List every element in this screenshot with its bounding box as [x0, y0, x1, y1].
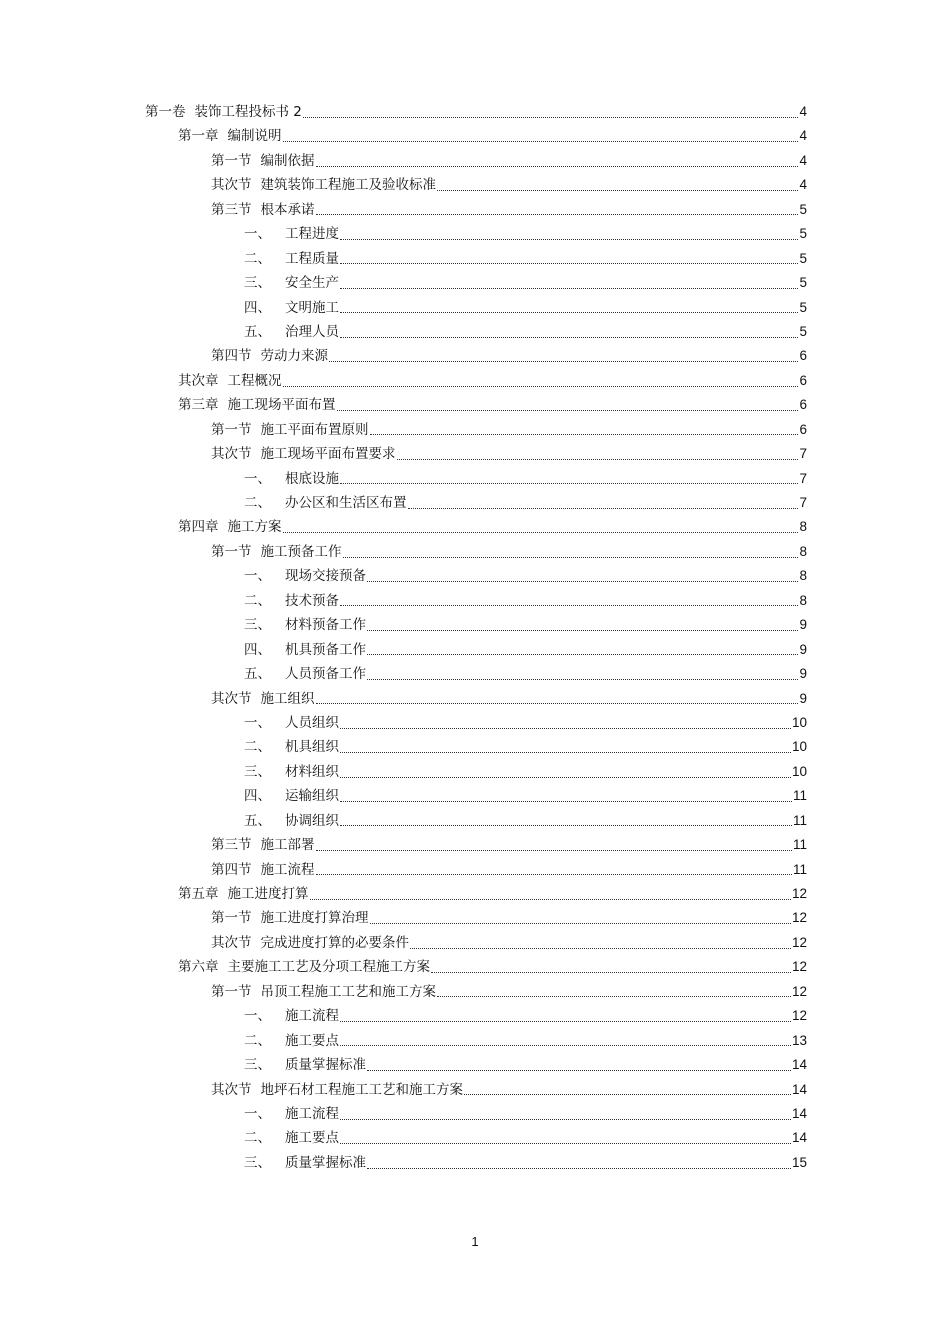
toc-dot-leader — [337, 410, 799, 411]
toc-entry-page: 8 — [799, 543, 807, 559]
toc-entry-page: 6 — [799, 421, 807, 437]
toc-entry-number: 第一章 — [178, 128, 219, 145]
toc-entry-number: 三、 — [244, 617, 271, 634]
toc-dot-leader — [310, 899, 791, 900]
toc-dot-leader — [367, 630, 798, 631]
toc-entry-title: 质量掌握标准 — [285, 1057, 366, 1074]
toc-entry-page: 9 — [799, 690, 807, 706]
toc-dot-leader — [340, 288, 798, 289]
toc-entry[interactable] — [145, 149, 807, 173]
toc-entry-number: 第四节 — [211, 861, 252, 878]
toc-entry[interactable] — [145, 980, 807, 1004]
toc-entry-page: 9 — [799, 617, 807, 633]
toc-entry-number: 三、 — [244, 1154, 271, 1171]
toc-entry-page: 5 — [799, 323, 807, 339]
toc-entry-number: 第一节 — [211, 421, 252, 438]
toc-entry-number: 五、 — [244, 812, 271, 829]
toc-entry-number: 第一节 — [211, 152, 252, 169]
toc-entry-title: 施工平面布置原则 — [260, 421, 369, 438]
toc-entry-page: 4 — [799, 177, 807, 193]
toc-entry-title: 完成进度打算的必要条件 — [260, 934, 409, 951]
toc-entry[interactable] — [145, 222, 807, 246]
toc-entry-number: 一、 — [244, 1008, 271, 1025]
toc-entry-number: 第四章 — [178, 519, 219, 536]
toc-entry-title: 材料组织 — [285, 763, 339, 780]
toc-entry-page: 11 — [792, 812, 807, 828]
toc-entry-number: 第一节 — [211, 910, 252, 927]
toc-entry-number: 一、 — [244, 1105, 271, 1122]
toc-entry[interactable] — [145, 613, 807, 637]
toc-entry[interactable] — [145, 931, 807, 955]
toc-entry-page: 7 — [799, 470, 807, 486]
toc-dot-leader — [464, 1094, 791, 1095]
toc-entry-number: 第四节 — [211, 348, 252, 365]
toc-entry-title: 施工流程 — [285, 1105, 339, 1122]
toc-entry-title: 协调组织 — [285, 812, 339, 829]
toc-entry-page: 14 — [791, 1081, 807, 1097]
toc-entry-title: 施工进度打算治理 — [260, 910, 369, 927]
toc-entry-number: 二、 — [244, 1032, 271, 1049]
toc-entry-title: 材料预备工作 — [285, 617, 366, 634]
toc-entry-number: 第三节 — [211, 837, 252, 854]
toc-dot-leader — [340, 752, 791, 753]
toc-entry[interactable] — [145, 1053, 807, 1077]
toc-entry-page: 4 — [799, 128, 807, 144]
toc-entry-title: 治理人员 — [285, 323, 339, 340]
toc-entry-title: 工程质量 — [285, 250, 339, 267]
toc-entry-page: 6 — [799, 372, 807, 388]
toc-entry-page: 8 — [799, 519, 807, 535]
toc-entry-page: 6 — [799, 397, 807, 413]
toc-entry-page: 7 — [799, 446, 807, 462]
toc-entry-page: 7 — [799, 495, 807, 510]
toc-entry-page: 5 — [799, 299, 807, 315]
toc-entry-title: 建筑装饰工程施工及验收标准 — [260, 177, 436, 194]
toc-entry-title: 机具组织 — [285, 739, 339, 756]
toc-entry[interactable] — [145, 833, 807, 857]
toc-dot-leader — [340, 337, 798, 338]
toc-entry[interactable] — [145, 906, 807, 930]
toc-entry-number: 第六章 — [178, 959, 219, 976]
toc-entry-page: 5 — [799, 201, 807, 217]
toc-entry-page: 8 — [799, 592, 807, 608]
toc-entry-page: 11 — [792, 837, 807, 853]
toc-entry[interactable] — [145, 198, 807, 222]
toc-entry[interactable] — [145, 271, 807, 295]
toc-entry-title: 现场交接预备 — [285, 568, 366, 585]
toc-entry-page: 5 — [799, 226, 807, 242]
toc-dot-leader — [340, 263, 798, 264]
toc-entry-number: 四、 — [244, 788, 271, 805]
toc-entry-number: 第五章 — [178, 886, 219, 902]
toc-entry[interactable] — [145, 687, 807, 711]
toc-entry-page: 4 — [799, 104, 807, 119]
toc-dot-leader — [340, 1021, 791, 1022]
toc-entry-number: 一、 — [244, 470, 271, 487]
toc-entry[interactable] — [145, 247, 807, 271]
toc-dot-leader — [340, 1045, 791, 1046]
toc-entry-page: 13 — [791, 1032, 807, 1048]
toc-entry-title: 工程概况 — [227, 372, 282, 389]
toc-entry-page: 4 — [799, 152, 807, 168]
toc-entry[interactable] — [145, 1004, 807, 1028]
toc-entry[interactable] — [145, 418, 807, 442]
toc-entry-number: 其次节 — [211, 690, 252, 707]
toc-entry[interactable] — [145, 882, 807, 906]
toc-entry-title: 施工现场平面布置要求 — [260, 446, 396, 463]
toc-entry[interactable] — [145, 100, 807, 124]
toc-entry[interactable] — [145, 638, 807, 662]
toc-dot-leader — [340, 728, 791, 729]
toc-dot-leader — [329, 361, 798, 362]
toc-entry-page: 11 — [792, 861, 807, 877]
toc-dot-leader — [283, 532, 799, 533]
toc-entry-page: 14 — [791, 1105, 807, 1121]
toc-entry-number: 第一卷 — [145, 104, 186, 120]
toc-entry-page: 10 — [791, 714, 807, 730]
toc-entry[interactable] — [145, 735, 807, 759]
toc-entry-title: 施工要点 — [285, 1032, 339, 1049]
toc-dot-leader — [437, 190, 798, 191]
toc-dot-leader — [340, 801, 792, 802]
toc-entry[interactable] — [145, 467, 807, 491]
toc-entry-title: 施工进度打算 — [227, 886, 309, 902]
toc-entry[interactable] — [145, 1029, 807, 1053]
toc-entry-number: 五、 — [244, 666, 271, 683]
toc-entry-number: 一、 — [244, 714, 271, 731]
toc-entry-number: 二、 — [244, 250, 271, 267]
toc-dot-leader — [367, 1168, 791, 1169]
toc-entry[interactable] — [145, 124, 807, 148]
toc-entry-number: 其次节 — [211, 446, 252, 463]
toc-entry-page: 12 — [791, 910, 807, 926]
toc-entry-title: 施工流程 — [285, 1008, 339, 1025]
toc-entry-number: 二、 — [244, 592, 271, 609]
toc-dot-leader — [410, 948, 791, 949]
toc-entry-number: 三、 — [244, 763, 271, 780]
toc-entry-title: 施工流程 — [260, 861, 315, 878]
toc-entry-title: 人员预备工作 — [285, 666, 366, 683]
toc-entry-title: 劳动力来源 — [260, 348, 328, 365]
toc-entry-title: 根底设施 — [285, 470, 339, 487]
toc-dot-leader — [437, 996, 791, 997]
toc-entry[interactable] — [145, 662, 807, 686]
toc-entry-title: 地坪石材工程施工工艺和施工方案 — [260, 1081, 463, 1098]
toc-entry-title: 工程进度 — [285, 226, 339, 243]
toc-entry[interactable] — [145, 784, 807, 808]
toc-entry-number: 第一节 — [211, 983, 252, 1000]
table-of-contents — [145, 100, 807, 1175]
toc-entry-title: 机具预备工作 — [285, 641, 366, 658]
toc-entry-page: 10 — [791, 739, 807, 755]
toc-dot-leader — [397, 459, 799, 460]
toc-entry-number: 一、 — [244, 226, 271, 243]
toc-entry[interactable] — [145, 809, 807, 833]
toc-entry[interactable] — [145, 296, 807, 320]
toc-entry[interactable] — [145, 858, 807, 882]
toc-dot-leader — [340, 239, 798, 240]
toc-entry-number: 第三章 — [178, 397, 219, 414]
toc-entry-title: 施工组织 — [260, 690, 315, 707]
toc-dot-leader — [340, 1143, 791, 1144]
toc-entry-page: 5 — [799, 250, 807, 266]
toc-entry-number: 三、 — [244, 1057, 271, 1074]
toc-entry-number: 二、 — [244, 495, 271, 511]
toc-entry[interactable] — [145, 320, 807, 344]
toc-entry[interactable] — [145, 515, 807, 539]
toc-entry[interactable] — [145, 760, 807, 784]
toc-dot-leader — [283, 141, 799, 142]
toc-entry-page: 12 — [791, 959, 807, 975]
toc-entry-page: 5 — [799, 275, 807, 291]
toc-entry-number: 其次节 — [211, 177, 252, 194]
toc-entry-title: 施工方案 — [227, 519, 282, 536]
toc-entry[interactable] — [145, 1126, 807, 1150]
toc-dot-leader — [316, 703, 799, 704]
toc-entry-page: 14 — [791, 1057, 807, 1073]
toc-dot-leader — [340, 312, 798, 313]
toc-dot-leader — [340, 1119, 791, 1120]
toc-entry-title: 办公区和生活区布置 — [285, 495, 407, 511]
toc-entry-number: 其次节 — [211, 934, 252, 951]
toc-entry-page: 12 — [791, 983, 807, 999]
toc-entry-page: 14 — [791, 1130, 807, 1146]
toc-entry-page: 9 — [799, 666, 807, 682]
toc-entry-number: 第一节 — [211, 543, 252, 560]
toc-entry[interactable] — [145, 393, 807, 417]
toc-entry-title: 文明施工 — [285, 299, 339, 316]
toc-entry[interactable] — [145, 589, 807, 613]
toc-entry[interactable] — [145, 711, 807, 735]
toc-dot-leader — [367, 581, 798, 582]
toc-entry-page: 15 — [791, 1154, 807, 1170]
toc-entry-number: 二、 — [244, 1130, 271, 1147]
toc-entry[interactable] — [145, 540, 807, 564]
toc-dot-leader — [370, 923, 791, 924]
toc-dot-leader — [370, 434, 799, 435]
toc-dot-leader — [316, 850, 792, 851]
toc-entry-page: 12 — [791, 934, 807, 950]
toc-entry[interactable] — [145, 955, 807, 979]
toc-dot-leader — [340, 777, 791, 778]
toc-dot-leader — [367, 654, 798, 655]
toc-entry-number: 第三节 — [211, 201, 252, 218]
page-number: 1 — [471, 1234, 479, 1249]
toc-entry[interactable] — [145, 173, 807, 197]
toc-entry-title: 编制说明 — [227, 128, 282, 145]
toc-dot-leader — [303, 117, 799, 118]
toc-entry-title: 施工部署 — [260, 837, 315, 854]
toc-dot-leader — [340, 605, 798, 606]
toc-entry[interactable] — [145, 442, 807, 466]
toc-entry[interactable] — [145, 1151, 807, 1175]
toc-entry-title: 安全生产 — [285, 275, 339, 292]
toc-entry-title: 质量掌握标准 — [285, 1154, 366, 1171]
toc-entry-number: 三、 — [244, 275, 271, 292]
toc-entry-number: 一、 — [244, 568, 271, 585]
toc-entry-page: 11 — [792, 788, 807, 804]
toc-entry-page: 8 — [799, 568, 807, 584]
toc-entry-title: 运输组织 — [285, 788, 339, 805]
toc-entry-title: 主要施工工艺及分项工程施工方案 — [227, 959, 430, 976]
toc-entry[interactable] — [145, 369, 807, 393]
toc-dot-leader — [367, 1070, 791, 1071]
toc-entry-number: 五、 — [244, 323, 271, 340]
toc-dot-leader — [316, 874, 792, 875]
toc-entry-title: 吊顶工程施工工艺和施工方案 — [260, 983, 436, 1000]
toc-entry-number: 四、 — [244, 641, 271, 658]
toc-entry-title: 人员组织 — [285, 714, 339, 731]
toc-entry-number: 四、 — [244, 299, 271, 316]
toc-entry[interactable] — [145, 1078, 807, 1102]
toc-entry-title: 装饰工程投标书 2 — [194, 104, 302, 120]
toc-entry-number: 其次节 — [211, 1081, 252, 1098]
toc-dot-leader — [316, 166, 799, 167]
toc-entry-page: 9 — [799, 641, 807, 657]
toc-dot-leader — [431, 972, 791, 973]
toc-entry-page: 6 — [799, 348, 807, 364]
toc-dot-leader — [408, 508, 799, 509]
toc-entry-title: 施工要点 — [285, 1130, 339, 1147]
toc-entry-title: 技术预备 — [285, 592, 339, 609]
toc-entry[interactable] — [145, 491, 807, 515]
toc-entry-title: 施工现场平面布置 — [227, 397, 336, 414]
toc-entry-number: 其次章 — [178, 372, 219, 389]
toc-dot-leader — [316, 214, 799, 215]
toc-dot-leader — [283, 386, 799, 387]
toc-dot-leader — [367, 679, 798, 680]
toc-dot-leader — [340, 483, 798, 484]
toc-dot-leader — [343, 557, 799, 558]
toc-entry-page: 12 — [791, 1008, 807, 1024]
toc-entry-title: 编制依据 — [260, 152, 315, 169]
toc-entry-page: 12 — [791, 886, 807, 901]
toc-dot-leader — [340, 825, 792, 826]
toc-entry[interactable] — [145, 344, 807, 368]
toc-entry-title: 施工预备工作 — [260, 543, 342, 560]
toc-entry-number: 二、 — [244, 739, 271, 756]
toc-entry-page: 10 — [791, 763, 807, 779]
toc-entry[interactable] — [145, 1102, 807, 1126]
toc-entry-title: 根本承诺 — [260, 201, 315, 218]
toc-entry[interactable] — [145, 564, 807, 588]
